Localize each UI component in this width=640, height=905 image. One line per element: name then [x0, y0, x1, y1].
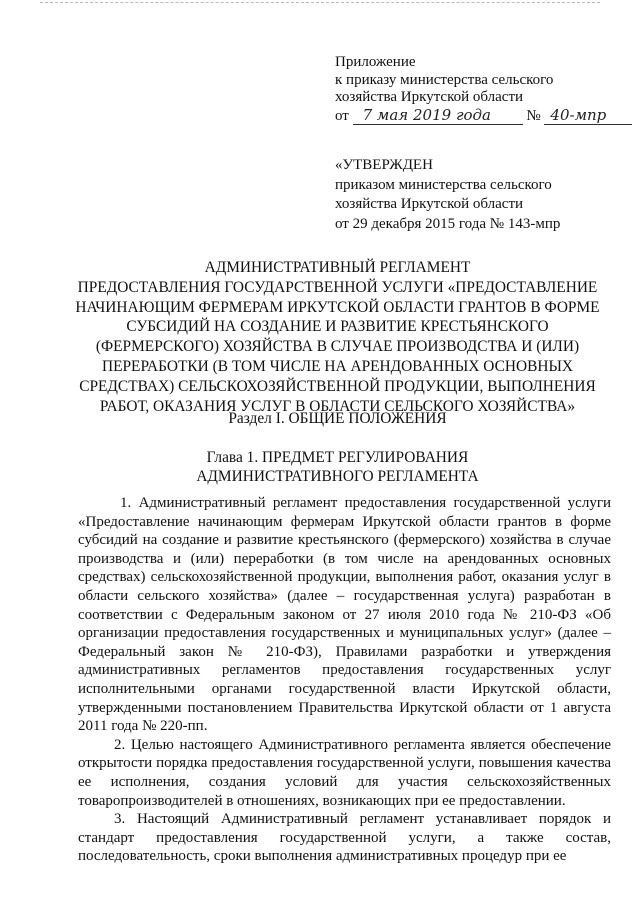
appendix-block — [335, 54, 625, 125]
number-label: № — [526, 107, 541, 124]
approved-heading: «УТВЕРЖДЕН — [335, 157, 433, 173]
appendix-date-line — [335, 107, 625, 126]
scan-edge-artifact — [40, 2, 600, 5]
title-line: (ФЕРМЕРСКОГО) ХОЗЯЙСТВА В СЛУЧАЕ ПРОИЗВОДСТВА И (ИЛИ) — [95, 338, 580, 356]
handwritten-number: 40-мпр — [544, 107, 632, 126]
chapter-line: Глава 1. ПРЕДМЕТ РЕГУЛИРОВАНИЯ — [206, 449, 469, 466]
section-heading: Раздел I. ОБЩИЕ ПОЛОЖЕНИЯ — [228, 410, 447, 427]
approved-line: хозяйства Иркутской области — [335, 196, 524, 212]
title-line: ПЕРЕРАБОТКИ (В ТОМ ЧИСЛЕ НА АРЕНДОВАННЫХ ОСНОВНЫХ — [101, 357, 574, 375]
approved-line: приказом министерства сельского — [335, 176, 552, 193]
document-title — [70, 258, 605, 416]
title-line: ПРЕДОСТАВЛЕНИЯ ГОСУДАРСТВЕННОЙ УСЛУГИ «ПРЕДОСТАВЛЕНИЕ — [77, 278, 598, 296]
title-line: СУБСИДИЙ НА СОЗДАНИЕ И РАЗВИТИЕ КРЕСТЬЯНСКОГО — [126, 318, 549, 336]
approved-block — [335, 156, 625, 234]
from-label: от — [335, 107, 349, 124]
title-line: АДМИНИСТРАТИВНЫЙ РЕГЛАМЕНТ — [204, 259, 471, 276]
appendix-line: хозяйства Иркутской области — [335, 89, 524, 105]
title-line: СРЕДСТВАХ) СЕЛЬСКОХОЗЯЙСТВЕННОЙ ПРОДУКЦИИ, ВЫПОЛНЕНИЯ — [79, 377, 596, 395]
document-body — [78, 494, 611, 866]
chapter-heading — [70, 448, 605, 486]
paragraph: 2. Целью настоящего Административного регламента является обеспечение открытости порядка предоставления государственной услуги, повышения качества ее исполнения, создания условий для участия сельскохозяйственных товаропроизводителей в отношениях, возникающих при ее предоставлении. — [78, 736, 611, 809]
handwritten-date: 7 мая 2019 года — [353, 107, 523, 126]
appendix-line: к приказу министерства сельского — [335, 71, 554, 88]
paragraph: 1. Административный регламент предоставления государственной услуги «Предоставление начинающим фермерам Иркутской области грантов в форме субсидий на создание и развитие крестьянского (фермерского) хозяйства в случае производства и (или) переработки (в том числе на арендованных основных средствах) сельскохозяйственной продукции, выполнения работ, оказания услуг в области сельского хозяйства» (далее – государственная услуга) разработан в соответствии с Федеральным законом от 27 июля 2010 года № 210-ФЗ «Об организации предоставления государственных и муниципальных услуг» (далее – Федеральный закон № 210-ФЗ), Правилами разработки и утверждения административных регламентов предоставления государственных услуг исполнительными органами государственной власти Иркутской области, утвержденными постановлением Правительства Иркутской области от 1 августа 2011 года № 220-пп. — [78, 495, 611, 735]
title-line: НАЧИНАЮЩИМ ФЕРМЕРАМ ИРКУТСКОЙ ОБЛАСТИ ГРАНТОВ В ФОРМЕ — [75, 298, 600, 316]
appendix-heading: Приложение — [335, 54, 416, 70]
chapter-line: АДМИНИСТРАТИВНОГО РЕГЛАМЕНТА — [196, 468, 479, 485]
approved-line: от 29 декабря 2015 года № 143-мпр — [335, 215, 561, 232]
paragraph: 3. Настоящий Административный регламент устанавливает порядок и стандарт предоставления государственной услуги, а также состав, последовательность, сроки выполнения административных процедур при ее — [78, 811, 611, 865]
title-line: РАБОТ, ОКАЗАНИЯ УСЛУГ В ОБЛАСТИ СЕЛЬСКОГО ХОЗЯЙСТВА» — [99, 397, 576, 415]
